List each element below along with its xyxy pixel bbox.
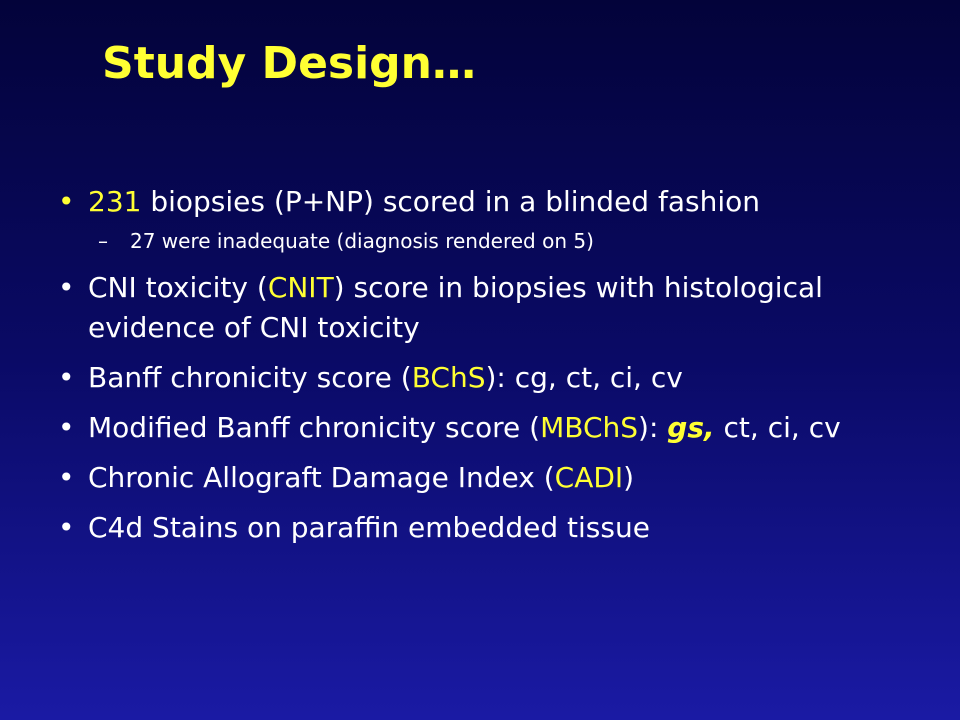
- bullet-mark: •: [58, 511, 75, 544]
- highlight-count: 231: [88, 185, 142, 218]
- bullet-text: [88, 458, 938, 498]
- bullet-pre: Banff chronicity score (: [88, 361, 412, 394]
- bullet-pre: Chronic Allograft Damage Index (: [88, 461, 555, 494]
- bullet-item-c4d: [58, 508, 938, 548]
- bullet-mark: •: [58, 411, 75, 444]
- bullet-text: [88, 408, 938, 448]
- bullet-body: biopsies (P+NP) scored in a blinded fashion: [141, 185, 760, 218]
- bullet-mark: •: [58, 461, 75, 494]
- bullet-item-mbchs: [58, 408, 938, 448]
- bullet-text: [88, 268, 938, 348]
- bullet-mark: •: [58, 185, 75, 218]
- highlight-abbrev: MBChS: [540, 411, 639, 444]
- highlight-abbrev: BChS: [411, 361, 486, 394]
- bullet-mark: •: [58, 361, 75, 394]
- bullet-item-cadi: [58, 458, 938, 498]
- bullet-mid: ):: [638, 411, 668, 444]
- bullet-post: ct, ci, cv: [714, 411, 841, 444]
- bullet-text: [88, 358, 938, 398]
- bullet-text: C4d Stains on paraffin embedded tissue: [88, 511, 650, 544]
- bullet-post: ): cg, ct, ci, cv: [485, 361, 683, 394]
- emphasis-gs: gs,: [667, 411, 715, 444]
- bullet-item-biopsies: [58, 182, 938, 222]
- bullet-mark: •: [58, 271, 75, 304]
- highlight-abbrev: CNIT: [267, 271, 334, 304]
- bullet-text: [88, 182, 938, 222]
- bullet-post: ) score in biopsies with histological evidence of CNI toxicity: [88, 271, 823, 344]
- bullet-item-bchs: [58, 358, 938, 398]
- sub-bullet-inadequate: [98, 224, 938, 258]
- bullet-pre: Modified Banff chronicity score (: [88, 411, 541, 444]
- bullet-post: ): [623, 461, 635, 494]
- highlight-abbrev: CADI: [554, 461, 624, 494]
- bullet-pre: CNI toxicity (: [88, 271, 268, 304]
- sub-bullet-text: 27 were inadequate (diagnosis rendered on 5): [130, 229, 594, 253]
- slide-title: Study Design…: [102, 38, 476, 89]
- sub-bullet-mark: –: [98, 229, 108, 253]
- bullet-list: [58, 182, 938, 558]
- bullet-item-cnit: [58, 268, 938, 348]
